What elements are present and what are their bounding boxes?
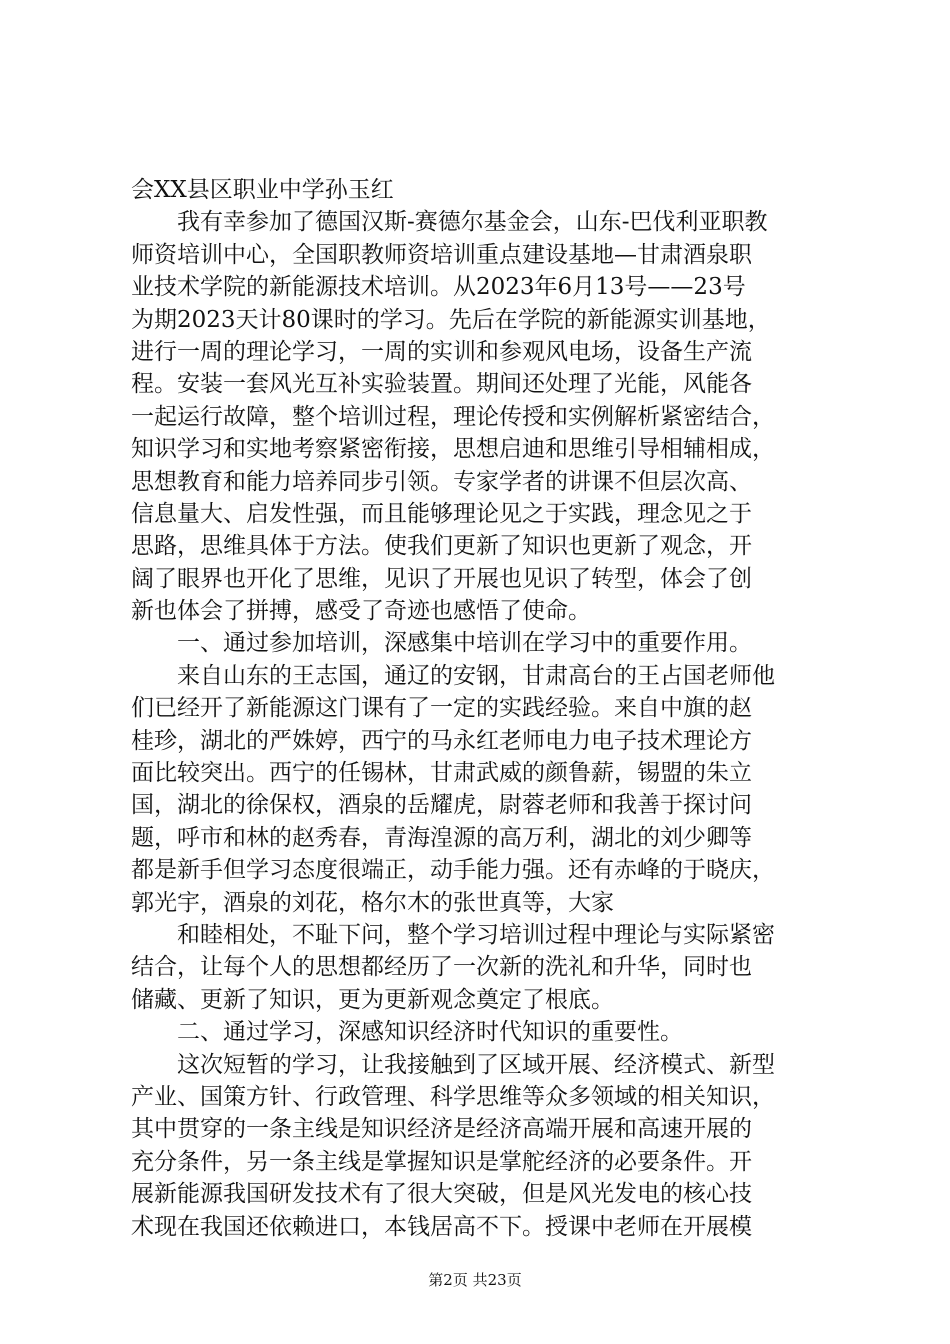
text-line: 来自山东的王志国，通辽的安钢，甘肃高台的王占国老师他 <box>177 662 775 689</box>
text-line: 充分条件，另一条主线是掌握知识是掌舵经济的必要条件。开 <box>131 1148 752 1175</box>
text-line: 结合，让每个人的思想都经历了一次新的洗礼和升华，同时也 <box>131 954 752 981</box>
text-line: 面比较突出。西宁的任锡林，甘肃武威的颜鲁薪，锡盟的朱立 <box>131 760 752 787</box>
text-line: 信息量大、启发性强，而且能够理论见之于实践，理念见之于 <box>131 500 752 527</box>
text-line: 郭光宇，酒泉的刘花，格尔木的张世真等，大家 <box>131 889 614 916</box>
text-line: 们已经开了新能源这门课有了一定的实践经验。来自中旗的赵 <box>131 695 752 722</box>
text-line: 这次短暂的学习，让我接触到了区域开展、经济模式、新型 <box>177 1051 775 1078</box>
text-line: 其中贯穿的一条主线是知识经济是经济高端开展和高速开展的 <box>131 1116 752 1143</box>
text-line: 程。安装一套风光互补实验装置。期间还处理了光能，风能各 <box>131 371 752 398</box>
text-line: 进行一周的理论学习，一周的实训和参观风电场，设备生产流 <box>131 338 752 365</box>
text-line: 和睦相处，不耻下问，整个学习培训过程中理论与实际紧密 <box>177 921 775 948</box>
text-line: 产业、国策方针、行政管理、科学思维等众多领域的相关知识， <box>131 1083 775 1110</box>
text-line: 题，呼市和林的赵秀春，青海湟源的高万利，湖北的刘少卿等 <box>131 824 752 851</box>
text-line: 储藏、更新了知识，更为更新观念奠定了根底。 <box>131 986 614 1013</box>
text-line: 思路，思维具体于方法。使我们更新了知识也更新了观念，开 <box>131 533 752 560</box>
text-line: 术现在我国还依赖进口，本钱居高不下。授课中老师在开展模 <box>131 1213 752 1240</box>
text-line: 知识学习和实地考察紧密衔接，思想启迪和思维引导相辅相成， <box>131 436 775 463</box>
text-line: 新也体会了拼搏，感受了奇迹也感悟了使命。 <box>131 598 591 625</box>
text-line: 一、通过参加培训，深感集中培训在学习中的重要作用。 <box>177 630 752 657</box>
document-body <box>131 174 831 1243</box>
text-line: 为期2023天计80课时的学习。先后在学院的新能源实训基地， <box>131 306 771 333</box>
text-line: 一起运行故障，整个培训过程，理论传授和实例解析紧密结合， <box>131 403 775 430</box>
text-line: 师资培训中心，全国职教师资培训重点建设基地—甘肃酒泉职 <box>131 241 752 268</box>
text-line: 我有幸参加了德国汉斯-赛德尔基金会，山东-巴伐利亚职教 <box>177 209 768 236</box>
text-line: 阔了眼界也开化了思维，见识了开展也见识了转型，体会了创 <box>131 565 752 592</box>
text-line: 桂珍，湖北的严姝婷，西宁的马永红老师电力电子技术理论方 <box>131 727 752 754</box>
text-line: 业技术学院的新能源技术培训。从2023年6月13号——23号 <box>131 274 746 301</box>
text-line: 思想教育和能力培养同步引领。专家学者的讲课不但层次高、 <box>131 468 752 495</box>
page-footer: 第2页 共23页 <box>428 1271 522 1289</box>
text-line: 会XX县区职业中学孙玉红 <box>131 177 394 203</box>
text-line: 都是新手但学习态度很端正，动手能力强。还有赤峰的于晓庆， <box>131 857 775 884</box>
text-line: 二、通过学习，深感知识经济时代知识的重要性。 <box>177 1019 683 1046</box>
text-line: 国，湖北的徐保权，酒泉的岳耀虎，尉蓉老师和我善于探讨问 <box>131 792 752 819</box>
text-line: 展新能源我国研发技术有了很大突破，但是风光发电的核心技 <box>131 1181 752 1208</box>
